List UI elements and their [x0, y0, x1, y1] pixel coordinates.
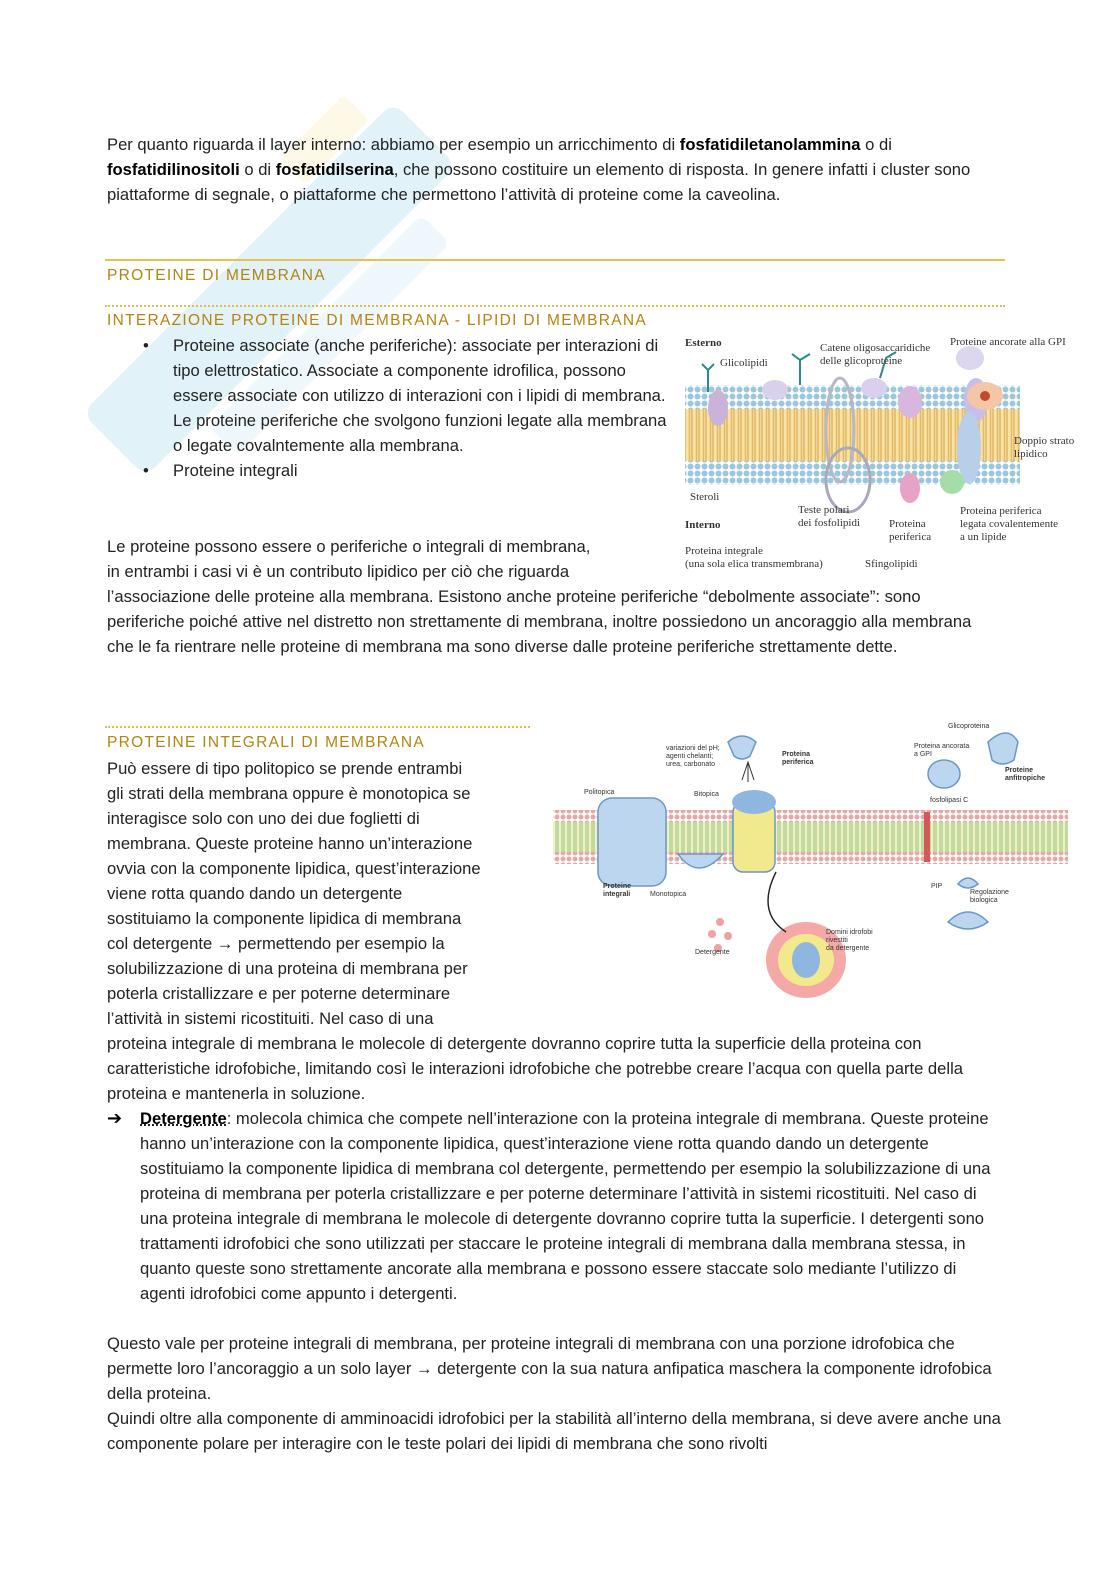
label-bitopica: Bitopica — [694, 791, 719, 798]
label-variazioni-2: agenti chelanti; — [666, 753, 714, 760]
term-detergente: Detergente — [140, 1109, 227, 1128]
label-catene-2: delle glicoproteine — [820, 355, 903, 367]
label-teste-1: Teste polari — [798, 504, 850, 516]
detergente-definition: : molecola chimica che compete nell’interazione con la proteina integrale di membrana. Queste proteine hanno un’interazione con la componente lipidica, quest’interazione viene rotta quando dando un detergente sostituiamo la componente lipidica di membrana col detergente, permettendo per esempio la solubilizzazione di una proteina di membrana per poterla cristallizzare e per poterne determinare l’attività in sistemi ricostituiti. Nel caso di una proteina integrale di membrana le molecole di detergente dovranno coprire tutta la superficie. I detergenti sono trattamenti idrofobici che sono utilizzati per staccare le proteine integrali di membrana dalla membrana stessa, in quanto queste sono strettamente ancorate alla membrana e possono essere staccate solo mediante l’utilizzo di agenti idrofobici come appunto i detergenti. — [140, 1109, 991, 1303]
list-item — [107, 458, 667, 483]
section-divider-solid — [105, 259, 1005, 261]
label-interno: Interno — [685, 519, 721, 531]
bullet-list — [107, 333, 667, 483]
heading-integrali: PROTEINE INTEGRALI DI MEMBRANA — [107, 734, 426, 751]
label-domini-1: Domini idrofobi — [826, 929, 873, 936]
label-domini-3: da detergente — [826, 945, 870, 952]
membrane-figure-2 — [548, 712, 1073, 1007]
label-glicolipidi: Glicolipidi — [720, 357, 768, 369]
label-legata-2: legata covalentemente — [960, 518, 1059, 530]
label-variazioni-3: urea, carbonato — [666, 761, 716, 768]
label-sfingolipidi: Sfingolipidi — [865, 558, 918, 570]
para-line: interagisce solo con uno dei due foglietti di — [107, 809, 420, 828]
label-anfitropiche-2: anfitropiche — [1005, 775, 1046, 782]
arrow-item-text — [107, 1106, 1002, 1306]
label-esterno: Esterno — [685, 337, 722, 349]
term-fosfatidilserina: fosfatidilserina — [275, 160, 394, 179]
section-divider-dotted-2 — [105, 726, 530, 728]
arrow-icon: ➔ — [107, 1108, 123, 1128]
para-line: col detergente → permettendo per esempio la — [107, 934, 445, 953]
section-heading-proteine: PROTEINE DI MEMBRANA — [107, 267, 326, 284]
label-teste-2: dei fosfolipidi — [798, 517, 861, 529]
label-fosfolipasi: fosfolipasi C — [930, 797, 969, 804]
label-detergente: Detergente — [695, 949, 730, 956]
label-politopica: Politopica — [584, 789, 615, 796]
label-integrali-1: Proteine — [603, 883, 632, 890]
list-item — [107, 333, 667, 458]
subheading-interazione: INTERAZIONE PROTEINE DI MEMBRANA - LIPIDI DI MEMBRANA — [107, 312, 647, 329]
label-legata-1: Proteina periferica — [960, 505, 1042, 517]
para-line: l’associazione delle proteine alla membrana. Esistono anche proteine periferiche “debolmente associate”: sono periferiche poiché attive nel distretto non strettamente di membrana, inoltre possiedono un ancoraggio alla membrana che le fa rientrare nelle proteine di membrana ma sono diverse dalle proteine periferiche strettamente dette. — [107, 587, 972, 656]
bullet-icon: • — [143, 336, 149, 355]
para-line: Le proteine possono essere o periferiche o integrali di membrana, — [107, 537, 591, 556]
label-integrale-2: (una sola elica transmembrana) — [685, 558, 823, 570]
label-glicoproteina: Glicoproteina — [948, 723, 990, 730]
label-steroli: Steroli — [690, 491, 720, 503]
label-monotopica: Monotopica — [650, 891, 687, 898]
label-integrale-1: Proteina integrale — [685, 545, 763, 557]
label-ancorata-2: a GPI — [914, 751, 932, 758]
para-3: Quindi oltre alla componente di amminoacidi idrofobici per la stabilità all’interno della membrana, si deve avere anche una componente polare per interagire con le teste polari dei lipidi di membrana che sono rivolti — [107, 1409, 1001, 1453]
para-line: sostituiamo la componente lipidica di membrana — [107, 909, 462, 928]
para-line: viene rotta quando dando un detergente — [107, 884, 403, 903]
label-variazioni-1: variazioni del pH; — [666, 745, 720, 752]
para-line: poterla cristallizzare e per poterne determinare — [107, 984, 451, 1003]
label-anfitropiche-1: Proteine — [1005, 767, 1034, 774]
label-integrali-2: integrali — [603, 891, 631, 898]
label-catene-1: Catene oligosaccaridiche — [820, 342, 931, 354]
para-2: Questo vale per proteine integrali di membrana, per proteine integrali di membrana con una porzione idrofobica che permette loro l’ancoraggio a un solo layer → detergente con la sua natura anfipatica maschera la componente idrofobica della proteina. — [107, 1334, 992, 1403]
para-line: membrana. Queste proteine hanno un’interazione — [107, 834, 473, 853]
bullet-text: Proteine associate (anche periferiche): associate per interazioni di tipo elettrostatico. Associate a componente idrofilica, possono essere associate con utilizzo di interazioni con i lipidi di membrana. Le proteine periferiche che svolgono funzioni legate alla membrana o legate covalntemente alla membrana. — [173, 336, 667, 455]
label-domini-2: rivestiti — [826, 937, 848, 944]
label-regolazione-2: biologica — [970, 897, 998, 904]
bullet-text: Proteine integrali — [173, 461, 298, 480]
para-line: Può essere di tipo politopico se prende entrambi — [107, 759, 463, 778]
para-line: l’attività in sistemi ricostituiti. Nel caso di una — [107, 1009, 434, 1028]
term-fosfatidiletanolammina: fosfatidiletanolammina — [679, 135, 861, 154]
label-legata-3: a un lipide — [960, 531, 1007, 543]
label-periferica-2: periferica — [782, 759, 814, 766]
intro-paragraph — [107, 132, 1002, 207]
para-continued: proteina integrale di membrana le molecole di detergente dovranno coprire tutta la superficie della proteina con caratteristiche idrofobiche, limitando così le interazioni idrofobiche che potrebbe creare l’acqua con quella parte della proteina e mantenerla in soluzione. — [107, 1034, 963, 1103]
label-ancorata-1: Proteina ancorata — [914, 743, 970, 750]
para-line: in entrambi i casi vi è un contributo lipidico per ciò che riguarda — [107, 562, 570, 581]
intro-text-2: o di — [860, 135, 892, 154]
bullet-icon: • — [143, 461, 149, 480]
label-doppio-2: lipidico — [1014, 448, 1048, 460]
para-line: gli strati della membrana oppure è monotopica se — [107, 784, 471, 803]
section-divider-dotted — [105, 305, 1005, 307]
arrow-item-detergente — [107, 1106, 1002, 1306]
label-periferica-2: periferica — [889, 531, 932, 543]
membrane-figure-1 — [680, 330, 1100, 575]
intro-text-4: , che possono costituire un elemento di risposta. In genere infatti i cluster sono piattaforme di segnale, o piattaforme che permettono l’attività di proteine come la caveolina. — [107, 160, 971, 204]
label-periferica-1: Proteina — [889, 518, 926, 530]
label-periferica-1: Proteina — [782, 751, 811, 758]
label-doppio-1: Doppio strato — [1014, 435, 1075, 447]
label-pip: PIP — [931, 883, 943, 890]
intro-text-1: Per quanto riguarda il layer interno: abbiamo per esempio un arricchimento di — [107, 135, 680, 154]
para-line: ovvia con la componente lipidica, quest’interazione — [107, 859, 481, 878]
intro-text-3: o di — [239, 160, 276, 179]
label-gpi: Proteine ancorate alla GPI — [950, 336, 1066, 348]
term-fosfatidilinositoli: fosfatidilinositoli — [107, 160, 240, 179]
para-line: solubilizzazione di una proteina di membrana per — [107, 959, 468, 978]
label-regolazione-1: Regolazione — [970, 889, 1009, 896]
